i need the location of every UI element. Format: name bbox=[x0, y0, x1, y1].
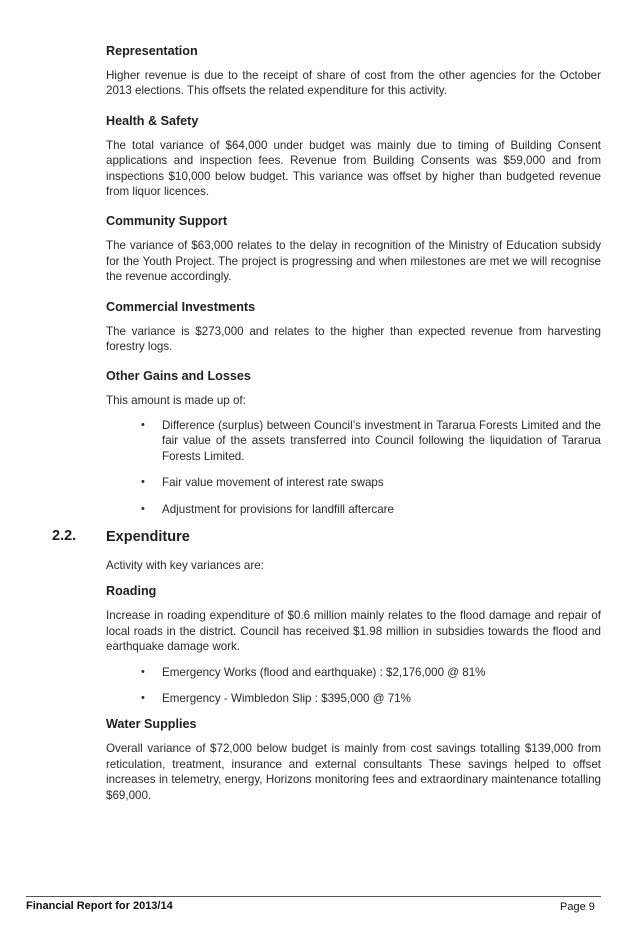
bullet-icon: • bbox=[141, 476, 145, 489]
other-gains-bullet-list bbox=[106, 418, 601, 517]
page-number: Page 9 bbox=[560, 901, 595, 913]
roading-bullet-list bbox=[106, 665, 601, 707]
bullet-icon: • bbox=[141, 502, 145, 515]
heading-community-support: Community Support bbox=[106, 214, 228, 229]
heading-representation: Representation bbox=[106, 44, 198, 58]
heading-water-supplies: Water Supplies bbox=[106, 717, 197, 732]
paragraph-roading: Increase in roading expenditure of $0.6 million mainly relates to the flood damage and repair of local roads in the district. Council has received $1.98 million in subsidies towards the flood and earthquake damage work. bbox=[106, 609, 601, 654]
list-item-text: Adjustment for provisions for landfill aftercare bbox=[162, 502, 394, 516]
page-content bbox=[52, 44, 601, 818]
section-community-support bbox=[106, 214, 601, 284]
list-item bbox=[106, 418, 601, 464]
heading-roading: Roading bbox=[106, 584, 157, 599]
paragraph-other-gains-intro: This amount is made up of: bbox=[106, 394, 246, 408]
section-water-supplies bbox=[106, 717, 601, 803]
list-item bbox=[106, 665, 601, 680]
paragraph-community-support: The variance of $63,000 relates to the delay in recognition of the Ministry of Education subsidy for the Youth Project. The project is progressing and when milestones are met we will recognise the revenue accordingly. bbox=[106, 239, 601, 284]
section-representation bbox=[106, 44, 601, 99]
expenditure-heading bbox=[52, 527, 601, 550]
list-item-text: Difference (surplus) between Council’s investment in Tararua Forests Limited and the fair value of the assets transferred into Council following the liquidation of Tararua Forests Limited. bbox=[162, 418, 601, 463]
list-item-text: Emergency Works (flood and earthquake) : $2,176,000 @ 81% bbox=[162, 665, 486, 679]
list-item bbox=[106, 475, 601, 490]
list-item-text: Emergency - Wimbledon Slip : $395,000 @ 71% bbox=[162, 691, 411, 705]
paragraph-health-safety: The total variance of $64,000 under budget was mainly due to timing of Building Consent applications and inspection fees. Revenue from Building Consents was $59,000 and from inspections $10,000 below budget. This variance was offset by higher than budgeted revenue from liquor licences. bbox=[106, 138, 601, 199]
paragraph-representation: Higher revenue is due to the receipt of share of cost from the other agencies for the October 2013 elections. This offsets the related expenditure for this activity. bbox=[106, 69, 601, 98]
bullet-icon: • bbox=[141, 665, 145, 678]
section-commercial-investments bbox=[106, 300, 601, 355]
bullet-icon: • bbox=[141, 691, 145, 704]
heading-commercial-investments: Commercial Investments bbox=[106, 299, 256, 314]
list-item bbox=[106, 691, 601, 706]
paragraph-commercial-investments: The variance is $273,000 and relates to the higher than expected revenue from harvesting forestry logs. bbox=[106, 324, 601, 354]
paragraph-expenditure-intro: Activity with key variances are: bbox=[106, 558, 264, 572]
heading-other-gains-losses: Other Gains and Losses bbox=[106, 369, 251, 384]
heading-health-safety: Health & Safety bbox=[106, 113, 199, 128]
section-title: Expenditure bbox=[106, 528, 190, 545]
section-health-safety bbox=[106, 114, 601, 200]
section-other-gains-losses bbox=[106, 369, 601, 516]
section-roading bbox=[106, 584, 601, 706]
list-item bbox=[106, 502, 601, 517]
paragraph-water-supplies: Overall variance of $72,000 below budget is mainly from cost savings totalling $139,000 from reticulation, treatment, insurance and external consultants These savings helped to offset increases in telemetry, energy, Horizons monitoring fees and extraordinary maintenance totalling $69,000. bbox=[106, 742, 601, 802]
section-number: 2.2. bbox=[52, 527, 77, 544]
footer-divider bbox=[26, 896, 601, 897]
footer-title: Financial Report for 2013/14 bbox=[26, 900, 173, 912]
bullet-icon: • bbox=[141, 418, 145, 431]
list-item-text: Fair value movement of interest rate swaps bbox=[162, 476, 384, 490]
